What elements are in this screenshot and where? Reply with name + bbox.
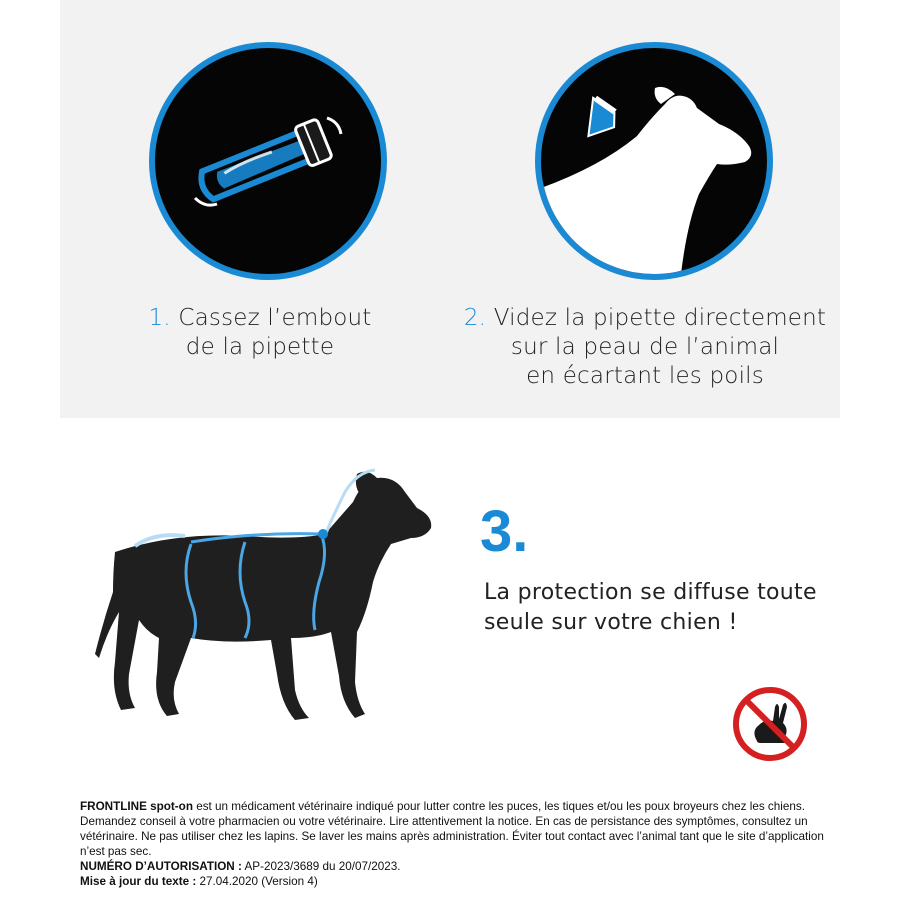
step-3-line2: seule sur votre chien !	[484, 610, 738, 635]
step-2-text	[455, 304, 835, 391]
disclaimer-paragraph	[80, 799, 825, 859]
update-label: Mise à jour du texte :	[80, 875, 197, 888]
step-1-line2: de la pipette	[185, 334, 335, 360]
brand-name: FRONTLINE spot-on	[80, 800, 193, 813]
step-3-text	[484, 578, 844, 638]
no-rabbit-icon	[731, 685, 809, 763]
step-2-line1: Videz la pipette directement	[493, 305, 827, 331]
step-2-line3: en écartant les poils	[526, 363, 764, 389]
authorization-line	[80, 859, 825, 874]
dog-application-circle	[535, 42, 773, 280]
dog-silhouette-icon	[95, 462, 440, 742]
step-1-number: 1.	[148, 305, 171, 331]
authorization-label: NUMÉRO D’AUTORISATION :	[80, 860, 242, 873]
update-line	[80, 874, 825, 889]
update-value: 27.04.2020 (Version 4)	[196, 875, 318, 888]
disclaimer-body: est un médicament vétérinaire indiqué pour lutter contre les puces, les tiques et/ou les poux broyeurs chez les chiens. Demandez conseil à votre pharmacien ou votre vétérinaire. Lire attentivement la notice. En cas de persistance des symptômes, consultez un vétérinaire. Ne pas utiliser chez les lapins. Se laver les mains après administration. Éviter tout contact avec l’animal tant que le site d’application n’est pas sec.	[80, 800, 824, 858]
legal-disclaimer	[80, 799, 825, 889]
step-3-number: 3.	[480, 499, 529, 564]
dog-head-icon	[541, 48, 767, 274]
step-2-number: 2.	[463, 305, 487, 331]
pipette-circle	[149, 42, 387, 280]
pipette-icon	[155, 48, 381, 274]
step-1-line1: Cassez l’embout	[178, 305, 372, 331]
authorization-value: AP-2023/3689 du 20/07/2023.	[241, 860, 401, 873]
step-2-line2: sur la peau de l’animal	[510, 334, 780, 360]
step-1-text	[120, 304, 400, 362]
step-3-line1: La protection se diffuse toute	[484, 580, 817, 605]
